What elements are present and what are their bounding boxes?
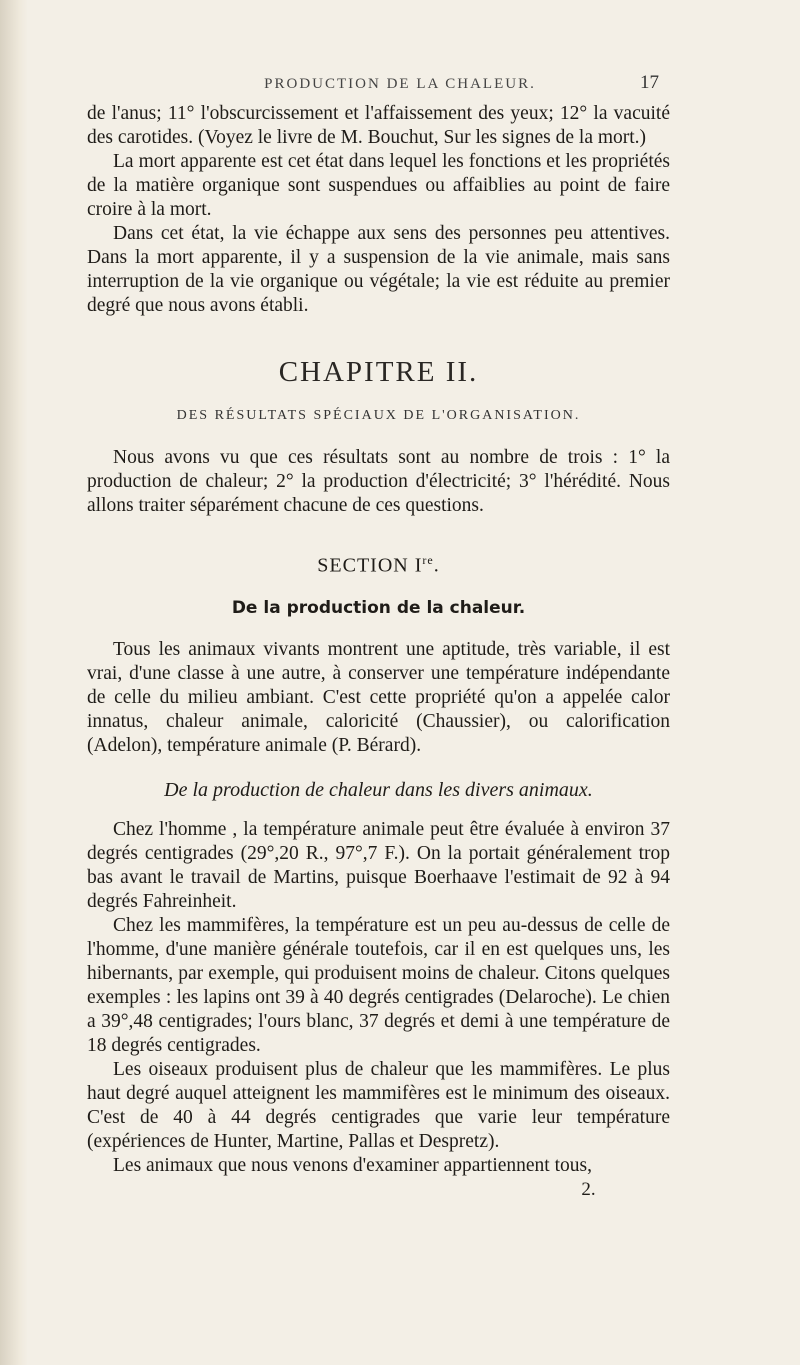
paragraph-vie-organique: Dans cet état, la vie échappe aux sens des personnes peu attentives. Dans la mort apparente, il y a suspension de la vie animale, mais sans interruption de la vie organique ou végétale; la vie est réduite au premier degré que nous avons établi. [87, 223, 670, 316]
paragraph-mammiferes: Chez les mammifères, la température est un peu au-dessus de celle de l'homme, d'une manière générale toutefois, car il en est quelques uns, les hibernants, par exemple, qui produisent moins de chaleur. Citons quelques exemples : les lapins ont 39 à 40 degrés centigrades (Delaroche). Le chien a 39°,48 centigrades; l'ours blanc, 37 degrés et demi à une température de 18 degrés centigrades. [87, 914, 670, 1056]
chapter-intro: Nous avons vu que ces résultats sont au nombre de trois : 1° la production de chaleur; 2° la production d'électricité; 3° l'hérédité. Nous allons traiter séparément chacune de ces questions. [87, 447, 670, 516]
page-body [87, 102, 670, 1202]
page-gutter-shadow [0, 0, 28, 1365]
subsection-heading: De la production de chaleur dans les divers animaux. [164, 778, 593, 801]
section-title-superscript: re [422, 553, 434, 567]
paragraph-animaux: Les animaux que nous venons d'examiner appartiennent tous, [113, 1154, 592, 1176]
paragraph-mort-apparente: La mort apparente est cet état dans lequel les fonctions et les propriétés de la matière organique sont suspendues ou affaiblies au point de faire croire à la mort. [87, 151, 670, 220]
paragraph-continued: de l'anus; 11° l'obscurcissement et l'affaissement des yeux; 12° la vacuité des carotides. (Voyez le livre de M. Bouchut, Sur les signes de la mort.) [87, 103, 670, 148]
chapter-subtitle: DES RÉSULTATS SPÉCIAUX DE L'ORGANISATION. [176, 408, 581, 423]
signature-mark: 2. [581, 1178, 596, 1200]
section-title-text: SECTION I [317, 554, 423, 577]
page-number: 17 [640, 72, 659, 93]
section-subtitle: De la production de la chaleur. [231, 597, 526, 618]
paragraph-aptitude: Tous les animaux vivants montrent une aptitude, très variable, il est vrai, d'une classe à une autre, à conserver une température indépendante de celle du milieu ambiant. C'est cette propriété qu'on a appelée calor innatus, chaleur animale, caloricité (Chaussier), ou calorification (Adelon), température animale (P. Bérard). [87, 638, 670, 756]
section-title [87, 548, 670, 578]
section-title-period: . [433, 554, 440, 577]
chapter-title: CHAPITRE II. [278, 356, 479, 388]
paragraph-homme: Chez l'homme , la température animale peut être évaluée à environ 37 degrés centigrades (29°,20 R., 97°,7 F.). On la portait généralement trop bas avant le travail de Martins, puisque Boerhaave l'estimait de 92 à 94 degrés Fahreinheit. [87, 818, 670, 912]
paragraph-oiseaux: Les oiseaux produisent plus de chaleur que les mammifères. Le plus haut degré auquel atteignent les mammifères est le minimum des oiseaux. C'est de 40 à 44 degrés centigrades que varie leur température (expériences de Hunter, Martine, Pallas et Despretz). [87, 1058, 670, 1152]
running-head: PRODUCTION DE LA CHALEUR. [264, 76, 536, 92]
